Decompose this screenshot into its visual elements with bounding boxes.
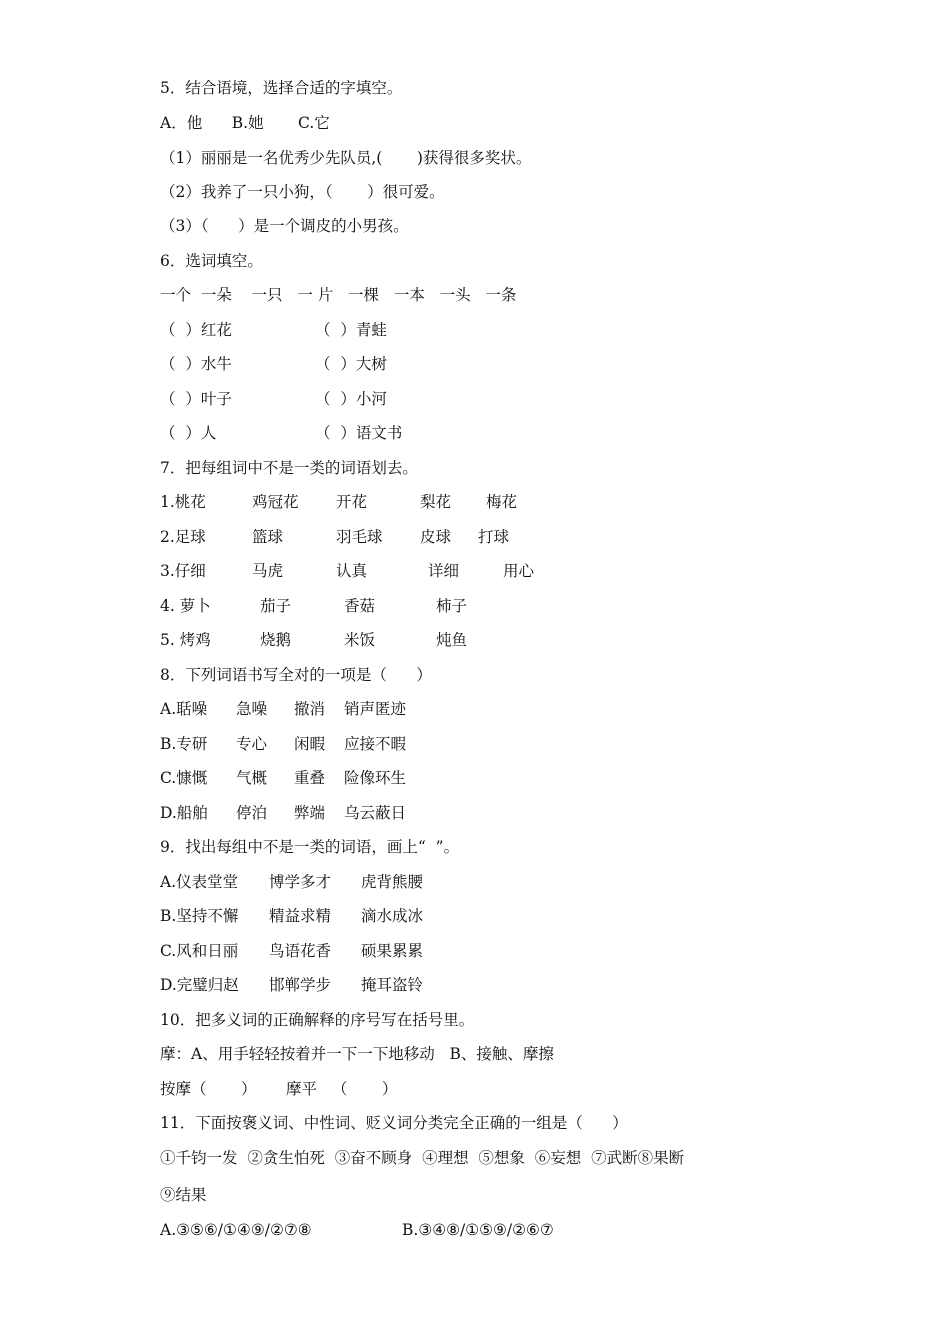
q6-row-4-right: （ ）语文书 xyxy=(315,424,403,442)
q8-b-w3: 闲暇 xyxy=(294,735,326,753)
q7-g2-w5: 打球 xyxy=(478,528,510,546)
q10-definition: 摩：A、用手轻轻按着并一下一下地移动 B、接触、摩擦 xyxy=(160,1045,554,1063)
q6-word-bank: 一个 一朵 一只 一 片 一棵 一本 一头 一条 xyxy=(160,286,517,304)
q7-g4-w1: 4. 萝卜 xyxy=(160,597,211,615)
q7-g1-w1: 1.桃花 xyxy=(160,493,206,511)
q6-row-3-right: （ ）小河 xyxy=(315,390,387,408)
q8-title: 8．下列词语书写全对的一项是（ ） xyxy=(160,666,432,684)
q5-item-3: （3）（ ）是一个调皮的小男孩。 xyxy=(160,217,409,235)
q8-d-w1: D.船舶 xyxy=(160,804,208,822)
q7-title: 7．把每组词中不是一类的词语划去。 xyxy=(160,459,418,477)
q6-row-2-right: （ ）大树 xyxy=(315,355,387,373)
q8-c-w3: 重叠 xyxy=(294,769,326,787)
q8-b-w2: 专心 xyxy=(236,735,268,753)
q9-d-w1: D.完璧归赵 xyxy=(160,976,239,994)
q8-a-w3: 撤消 xyxy=(294,700,326,718)
q7-g1-w3: 开花 xyxy=(336,493,368,511)
q11-option-b: B.③④⑧/①⑤⑨/②⑥⑦ xyxy=(402,1221,554,1239)
q7-g1-w5: 梅花 xyxy=(486,493,518,511)
q8-c-w2: 气概 xyxy=(236,769,268,787)
q5-item-1: （1）丽丽是一名优秀少先队员,( )获得很多奖状。 xyxy=(160,149,532,167)
q6-row-2-left: （ ）水牛 xyxy=(160,355,232,373)
q8-c-w4: 险像环生 xyxy=(344,769,407,787)
q7-g5-w3: 米饭 xyxy=(344,631,376,649)
q8-a-w4: 销声匿迹 xyxy=(344,700,407,718)
q6-row-3-left: （ ）叶子 xyxy=(160,390,232,408)
q9-b-w3: 滴水成冰 xyxy=(361,907,424,925)
q9-c-w1: C.风和日丽 xyxy=(160,942,239,960)
q6-row-1-right: （ ）青蛙 xyxy=(315,321,387,339)
q7-g3-w3: 认真 xyxy=(336,562,368,580)
q7-g1-w2: 鸡冠花 xyxy=(252,493,299,511)
q8-a-w2: 急噪 xyxy=(236,700,268,718)
q11-title: 11．下面按褒义词、中性词、贬义词分类完全正确的一组是（ ） xyxy=(160,1114,628,1132)
q9-b-w2: 精益求精 xyxy=(269,907,332,925)
q7-g2-w2: 篮球 xyxy=(252,528,284,546)
q7-g3-w5: 用心 xyxy=(503,562,535,580)
q8-b-w1: B.专研 xyxy=(160,735,208,753)
q7-g4-w2: 茄子 xyxy=(260,597,292,615)
q5-title: 5．结合语境，选择合适的字填空。 xyxy=(160,79,403,97)
q9-b-w1: B.坚持不懈 xyxy=(160,907,239,925)
q7-g1-w4: 梨花 xyxy=(420,493,452,511)
q7-g5-w2: 烧鹅 xyxy=(260,631,292,649)
q7-g2-w4: 皮球 xyxy=(420,528,452,546)
q7-g4-w4: 柿子 xyxy=(436,597,468,615)
q7-g3-w4: 详细 xyxy=(428,562,460,580)
q6-row-4-left: （ ）人 xyxy=(160,424,217,442)
q7-g5-w1: 5. 烤鸡 xyxy=(160,631,211,649)
q9-title: 9．找出每组中不是一类的词语，画上“ ”。 xyxy=(160,838,460,856)
q6-row-1-left: （ ）红花 xyxy=(160,321,232,339)
q8-b-w4: 应接不暇 xyxy=(344,735,407,753)
q10-blanks: 按摩（ ） 摩平 （ ） xyxy=(160,1080,398,1098)
q7-g2-w1: 2.足球 xyxy=(160,528,206,546)
q8-d-w2: 停泊 xyxy=(236,804,268,822)
q6-title: 6．选词填空。 xyxy=(160,252,263,270)
q7-g4-w3: 香菇 xyxy=(344,597,376,615)
q9-a-w1: A.仪表堂堂 xyxy=(160,873,239,891)
q9-a-w2: 博学多才 xyxy=(269,873,332,891)
q8-c-w1: C.慷慨 xyxy=(160,769,208,787)
q9-d-w2: 邯郸学步 xyxy=(269,976,332,994)
q5-options: A．他 B.她 C.它 xyxy=(160,114,330,132)
q9-c-w2: 鸟语花香 xyxy=(269,942,332,960)
q8-d-w4: 乌云蔽日 xyxy=(344,804,407,822)
q7-g3-w1: 3.仔细 xyxy=(160,562,206,580)
q9-d-w3: 掩耳盗铃 xyxy=(361,976,424,994)
q7-g5-w4: 炖鱼 xyxy=(436,631,468,649)
q5-item-2: （2）我养了一只小狗，（ ）很可爱。 xyxy=(160,183,445,201)
q10-title: 10．把多义词的正确解释的序号写在括号里。 xyxy=(160,1011,475,1029)
q8-a-w1: A.聒噪 xyxy=(160,700,208,718)
q11-words-cont: ⑨结果 xyxy=(160,1186,207,1204)
q11-option-a: A.③⑤⑥/①④⑨/②⑦⑧ xyxy=(160,1221,312,1239)
q9-c-w3: 硕果累累 xyxy=(361,942,424,960)
q7-g3-w2: 马虎 xyxy=(252,562,284,580)
q11-words: ①千钧一发 ②贪生怕死 ③奋不顾身 ④理想 ⑤想象 ⑥妄想 ⑦武断⑧果断 xyxy=(160,1149,685,1167)
q9-a-w3: 虎背熊腰 xyxy=(361,873,424,891)
q8-d-w3: 弊端 xyxy=(294,804,326,822)
q7-g2-w3: 羽毛球 xyxy=(336,528,383,546)
